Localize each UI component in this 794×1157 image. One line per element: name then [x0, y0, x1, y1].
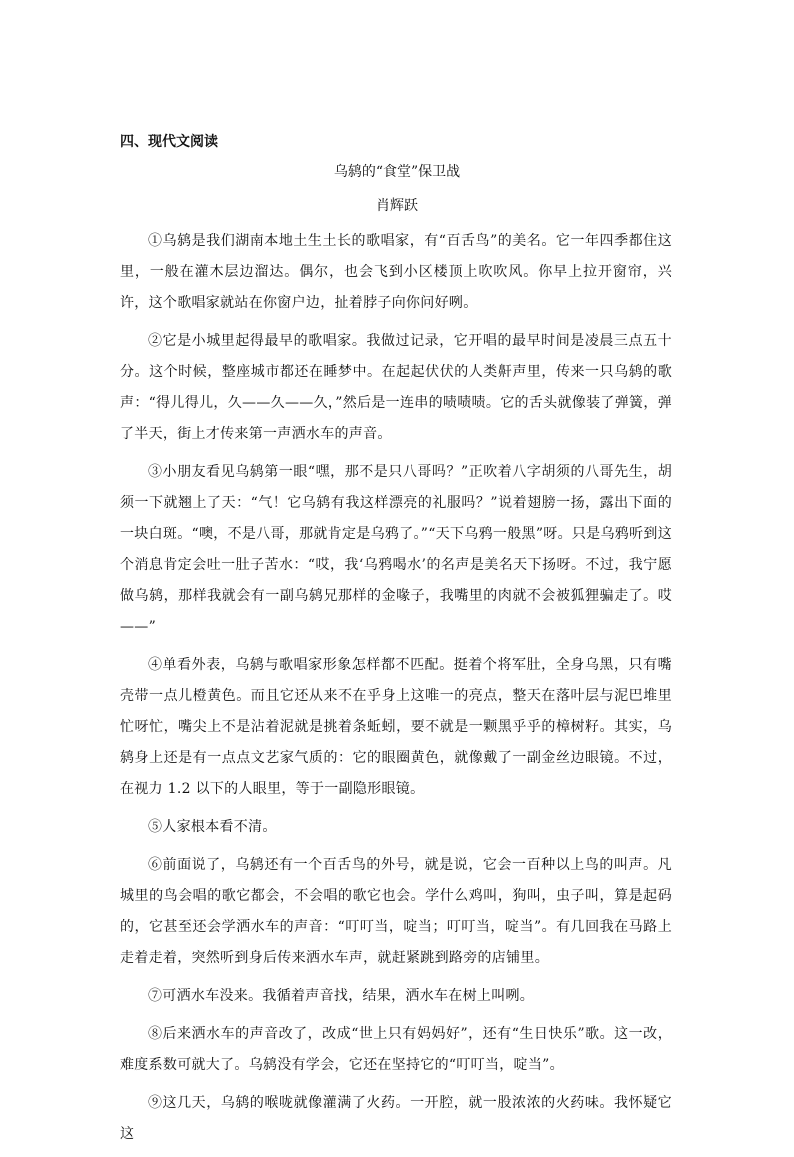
article-title: 乌鸫的“食堂”保卫战 — [333, 164, 461, 180]
paragraph-3: ③小朋友看见乌鸫第一眼“嘿，那不是只八哥吗？”正吹着八字胡须的八哥先生，胡须一下就翘上了天：“气！它乌鸫有我这样漂亮的礼服吗？”说着翅膀一扬，露出下面的一块白斑。“噢，不是八哥，那就肯定是乌鸦了。”“天下乌鸦一般黑”呀。只是乌鸦听到这个消息肯定会吐一肚子苦水：“哎，我‘乌鸦喝水’的名声是美名天下扬呀。不过，我宁愿做乌鸫，那样我就会有一副乌鸫兄那样的金喙子，我嘴里的肉就不会被狐狸骗走了。哎——” — [120, 464, 672, 635]
paragraph-2: ②它是小城里起得最早的歌唱家。我做过记录，它开唱的最早时间是凌晨三点五十分。这个时候，整座城市都还在睡梦中。在起起伏伏的人类鼾声里，传来一只乌鸫的歌声：“得儿得儿，久——久——久，”然后是一连串的啧啧啧。它的舌头就像装了弹簧，弹了半天，街上才传来第一声洒水车的声音。 — [120, 333, 672, 442]
paragraph-4: ④单看外表，乌鸫与歌唱家形象怎样都不匹配。挺着个将军肚，全身乌黑，只有嘴壳带一点儿橙黄色。而且它还从来不在乎身上这唯一的亮点，整天在落叶层与泥巴堆里忙呀忙，嘴尖上不是沾着泥就是挑着条蚯蚓，要不就是一颗黑乎乎的樟树籽。其实，乌鸫身上还是有一点点文艺家气质的：它的眼圈黄色，就像戴了一副金丝边眼镜。不过，在视力 1.2 以下的人眼里，等于一副隐形眼镜。 — [120, 657, 672, 797]
paragraph-7: ⑦可洒水车没来。我循着声音找，结果，洒水车在树上叫咧。 — [148, 988, 535, 1004]
article-author: 肖辉跃 — [376, 198, 418, 214]
paragraph-8: ⑧后来洒水车的声音改了，改成“世上只有妈妈好”，还有“生日快乐”歌。这一改，难度系数可就大了。乌鸫没有学会，它还在坚持它的“叮叮当，啶当”。 — [120, 1026, 672, 1073]
paragraph-1: ①乌鸫是我们湖南本地土生土长的歌唱家，有“百舌鸟”的美名。它一年四季都住这里，一般在灌木层边溜达。偶尔，也会飞到小区楼顶上吹吹风。你早上拉开窗帘，兴许，这个歌唱家就站在你窗户边，扯着脖子向你问好咧。 — [120, 233, 672, 311]
paragraph-5: ⑤人家根本看不清。 — [148, 819, 277, 835]
article-body — [120, 226, 672, 1157]
section-heading: 四、现代文阅读 — [120, 134, 218, 150]
paragraph-6: ⑥前面说了，乌鸫还有一个百舌鸟的外号，就是说，它会一百种以上鸟的叫声。凡城里的鸟会唱的歌它都会，不会唱的歌它也会。学什么鸡叫，狗叫，虫子叫，算是起码的，它甚至还会学洒水车的声音：“叮叮当，啶当；叮叮当，啶当”。有几回我在马路上走着走着，突然听到身后传来洒水车声，就赶紧跳到路旁的店铺里。 — [120, 857, 672, 966]
paragraph-9: ⑨这几天，乌鸫的喉咙就像灌满了火药。一开腔，就一股浓浓的火药味。我怀疑它这 — [120, 1095, 672, 1142]
